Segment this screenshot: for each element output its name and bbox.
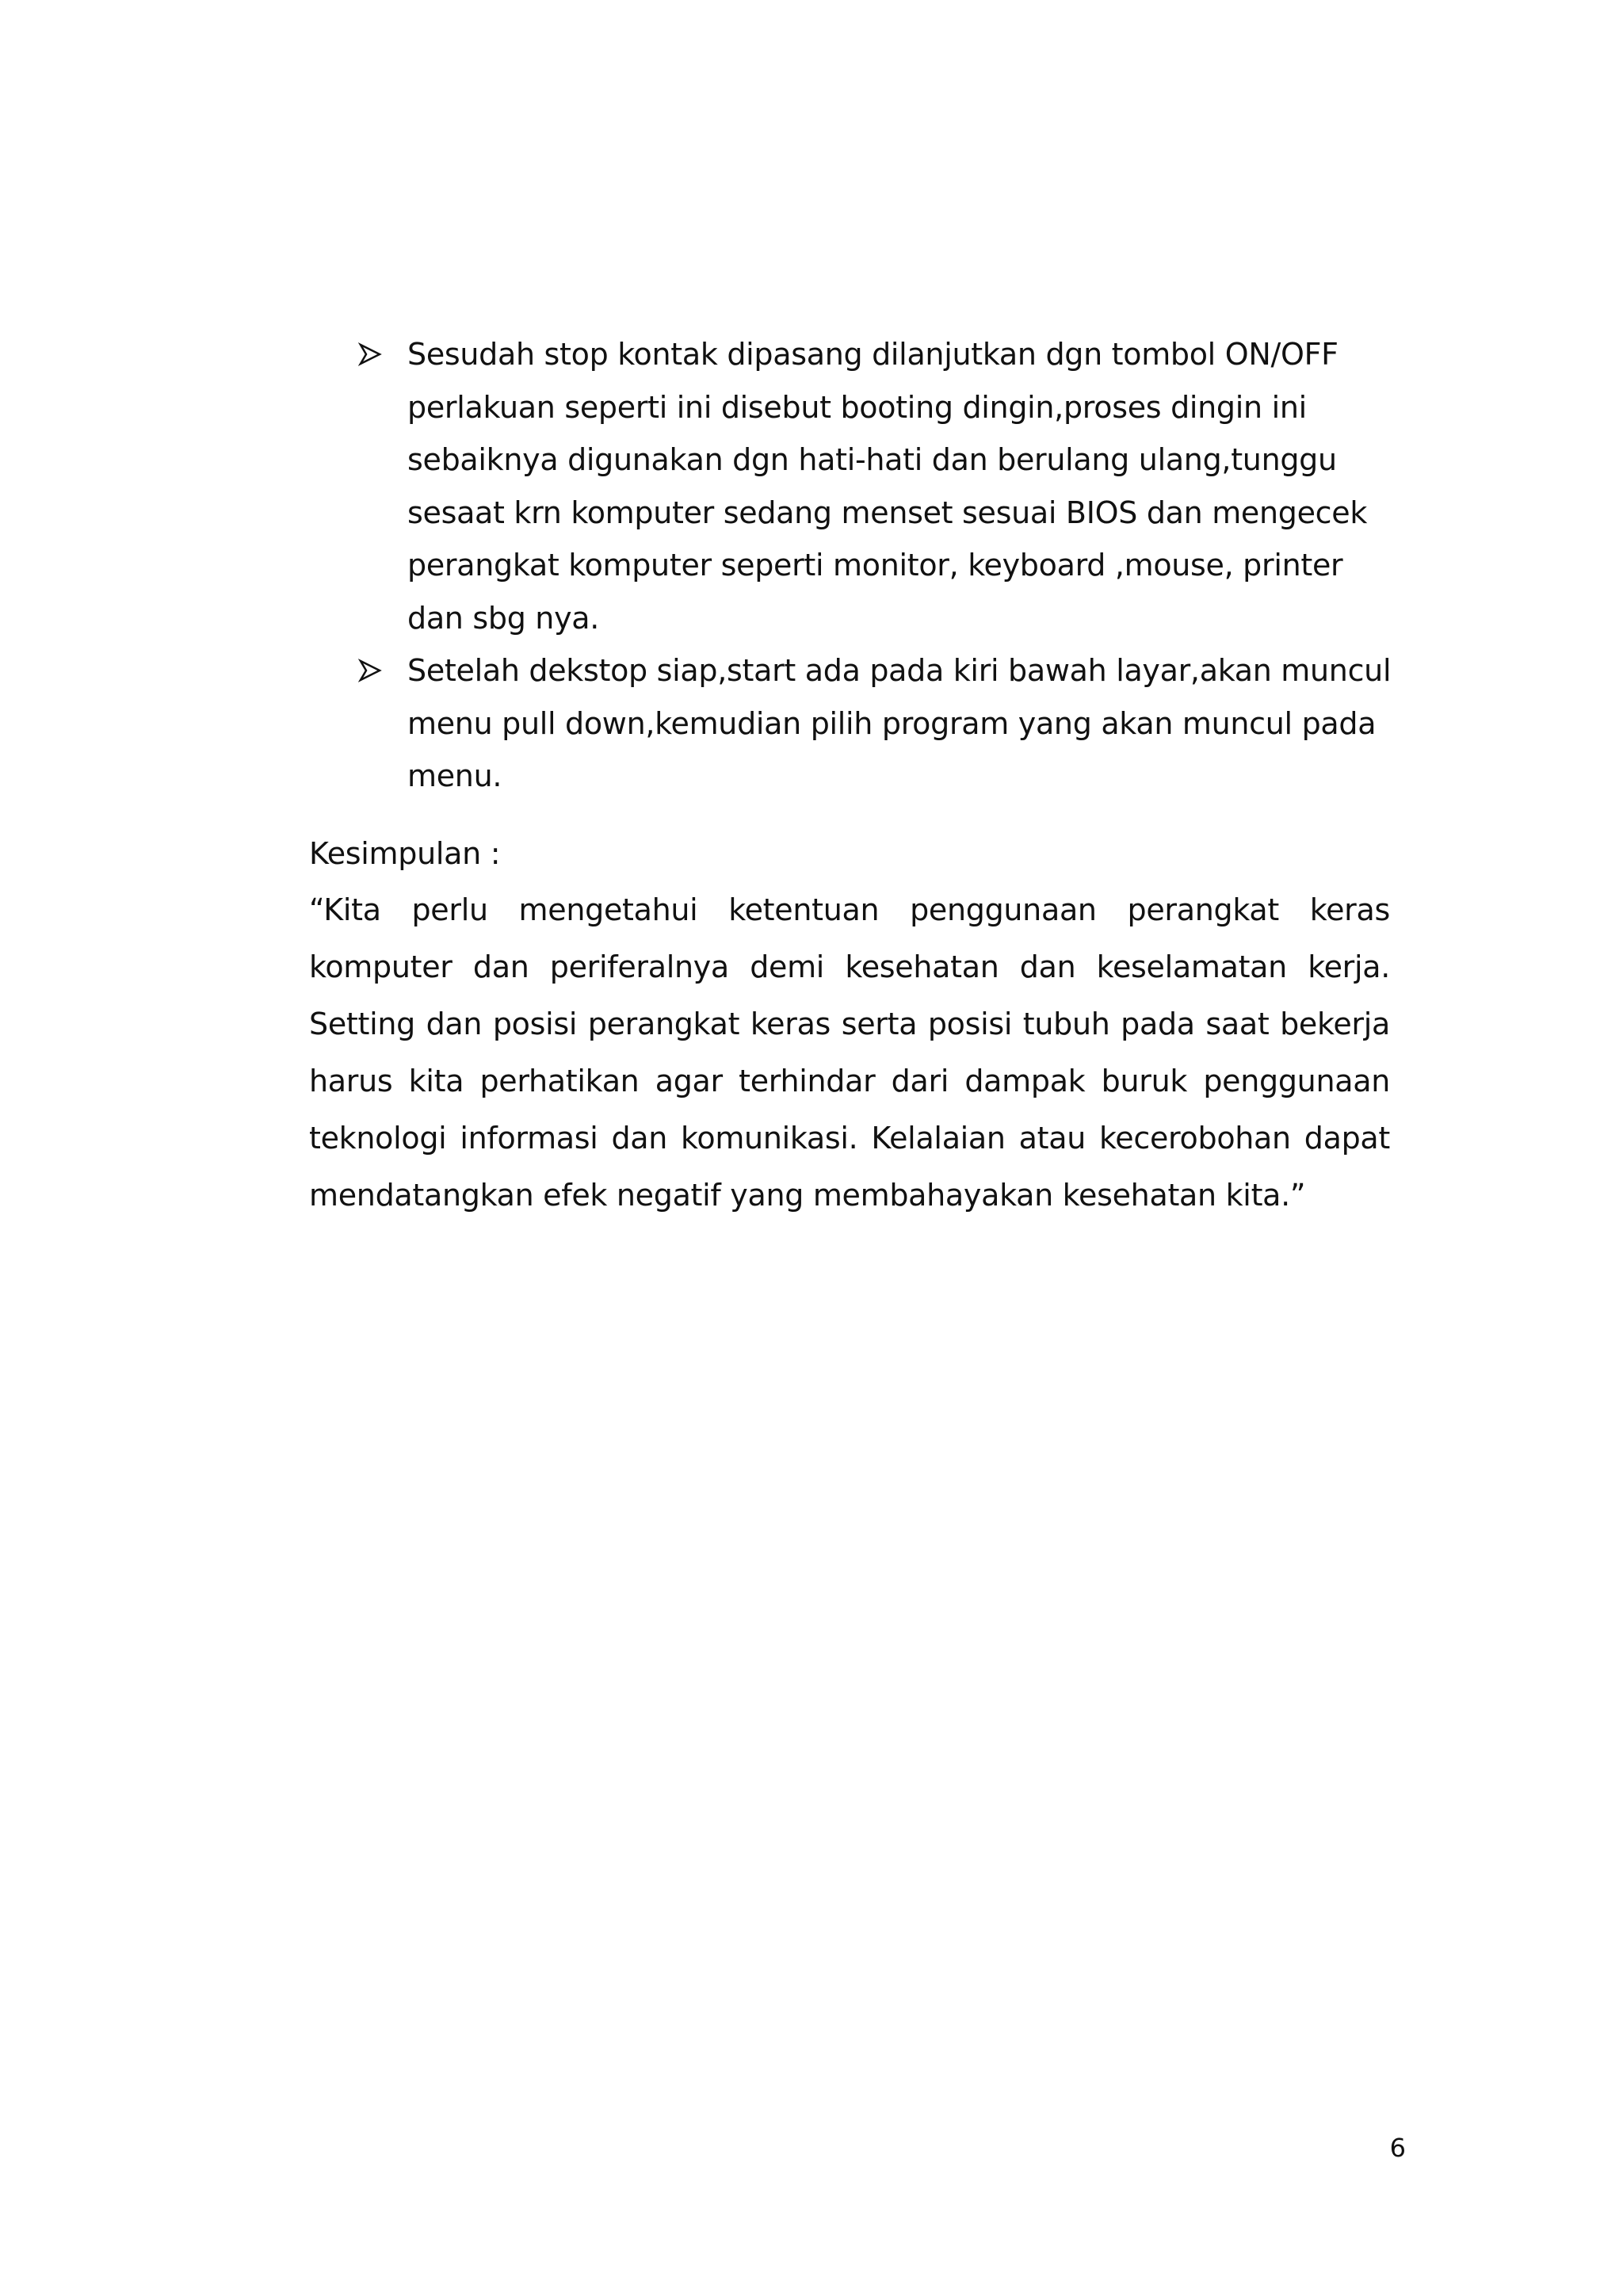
arrowhead-bullet-icon <box>358 342 382 366</box>
arrowhead-bullet-icon <box>358 659 382 682</box>
bullet-item-booting <box>358 328 1404 644</box>
bullet-text: Setelah dekstop siap,start ada pada kiri bawah layar,akan muncul menu pull down,kemudian pilih program yang akan muncul pada menu. <box>407 653 1392 793</box>
page-number: 6 <box>1389 2133 1406 2163</box>
conclusion-heading: Kesimpulan : <box>309 836 501 871</box>
bullet-item-desktop <box>358 644 1404 803</box>
bullet-text: Sesudah stop kontak dipasang dilanjutkan dgn tombol ON/OFF perlakuan seperti ini disebut booting dingin,proses dingin ini sebaiknya digunakan dgn hati-hati dan berulang ulang,tunggu sesaat krn komputer sedang menset sesuai BIOS dan mengecek perangkat komputer seperti monitor, keyboard ,mouse, printer dan sbg nya. <box>407 337 1368 636</box>
conclusion-paragraph: “Kita perlu mengetahui ketentuan penggunaan perangkat keras komputer dan periferalnya demi kesehatan dan keselamatan kerja. Setting dan posisi perangkat keras serta posisi tubuh pada saat bekerja harus kita perhatikan agar terhindar dari dampak buruk penggunaan teknologi informasi dan komunikasi. Kelalaian atau kecerobohan dapat mendatangkan efek negatif yang membahayakan kesehatan kita.” <box>309 892 1390 1213</box>
bullet-list <box>358 328 1404 803</box>
